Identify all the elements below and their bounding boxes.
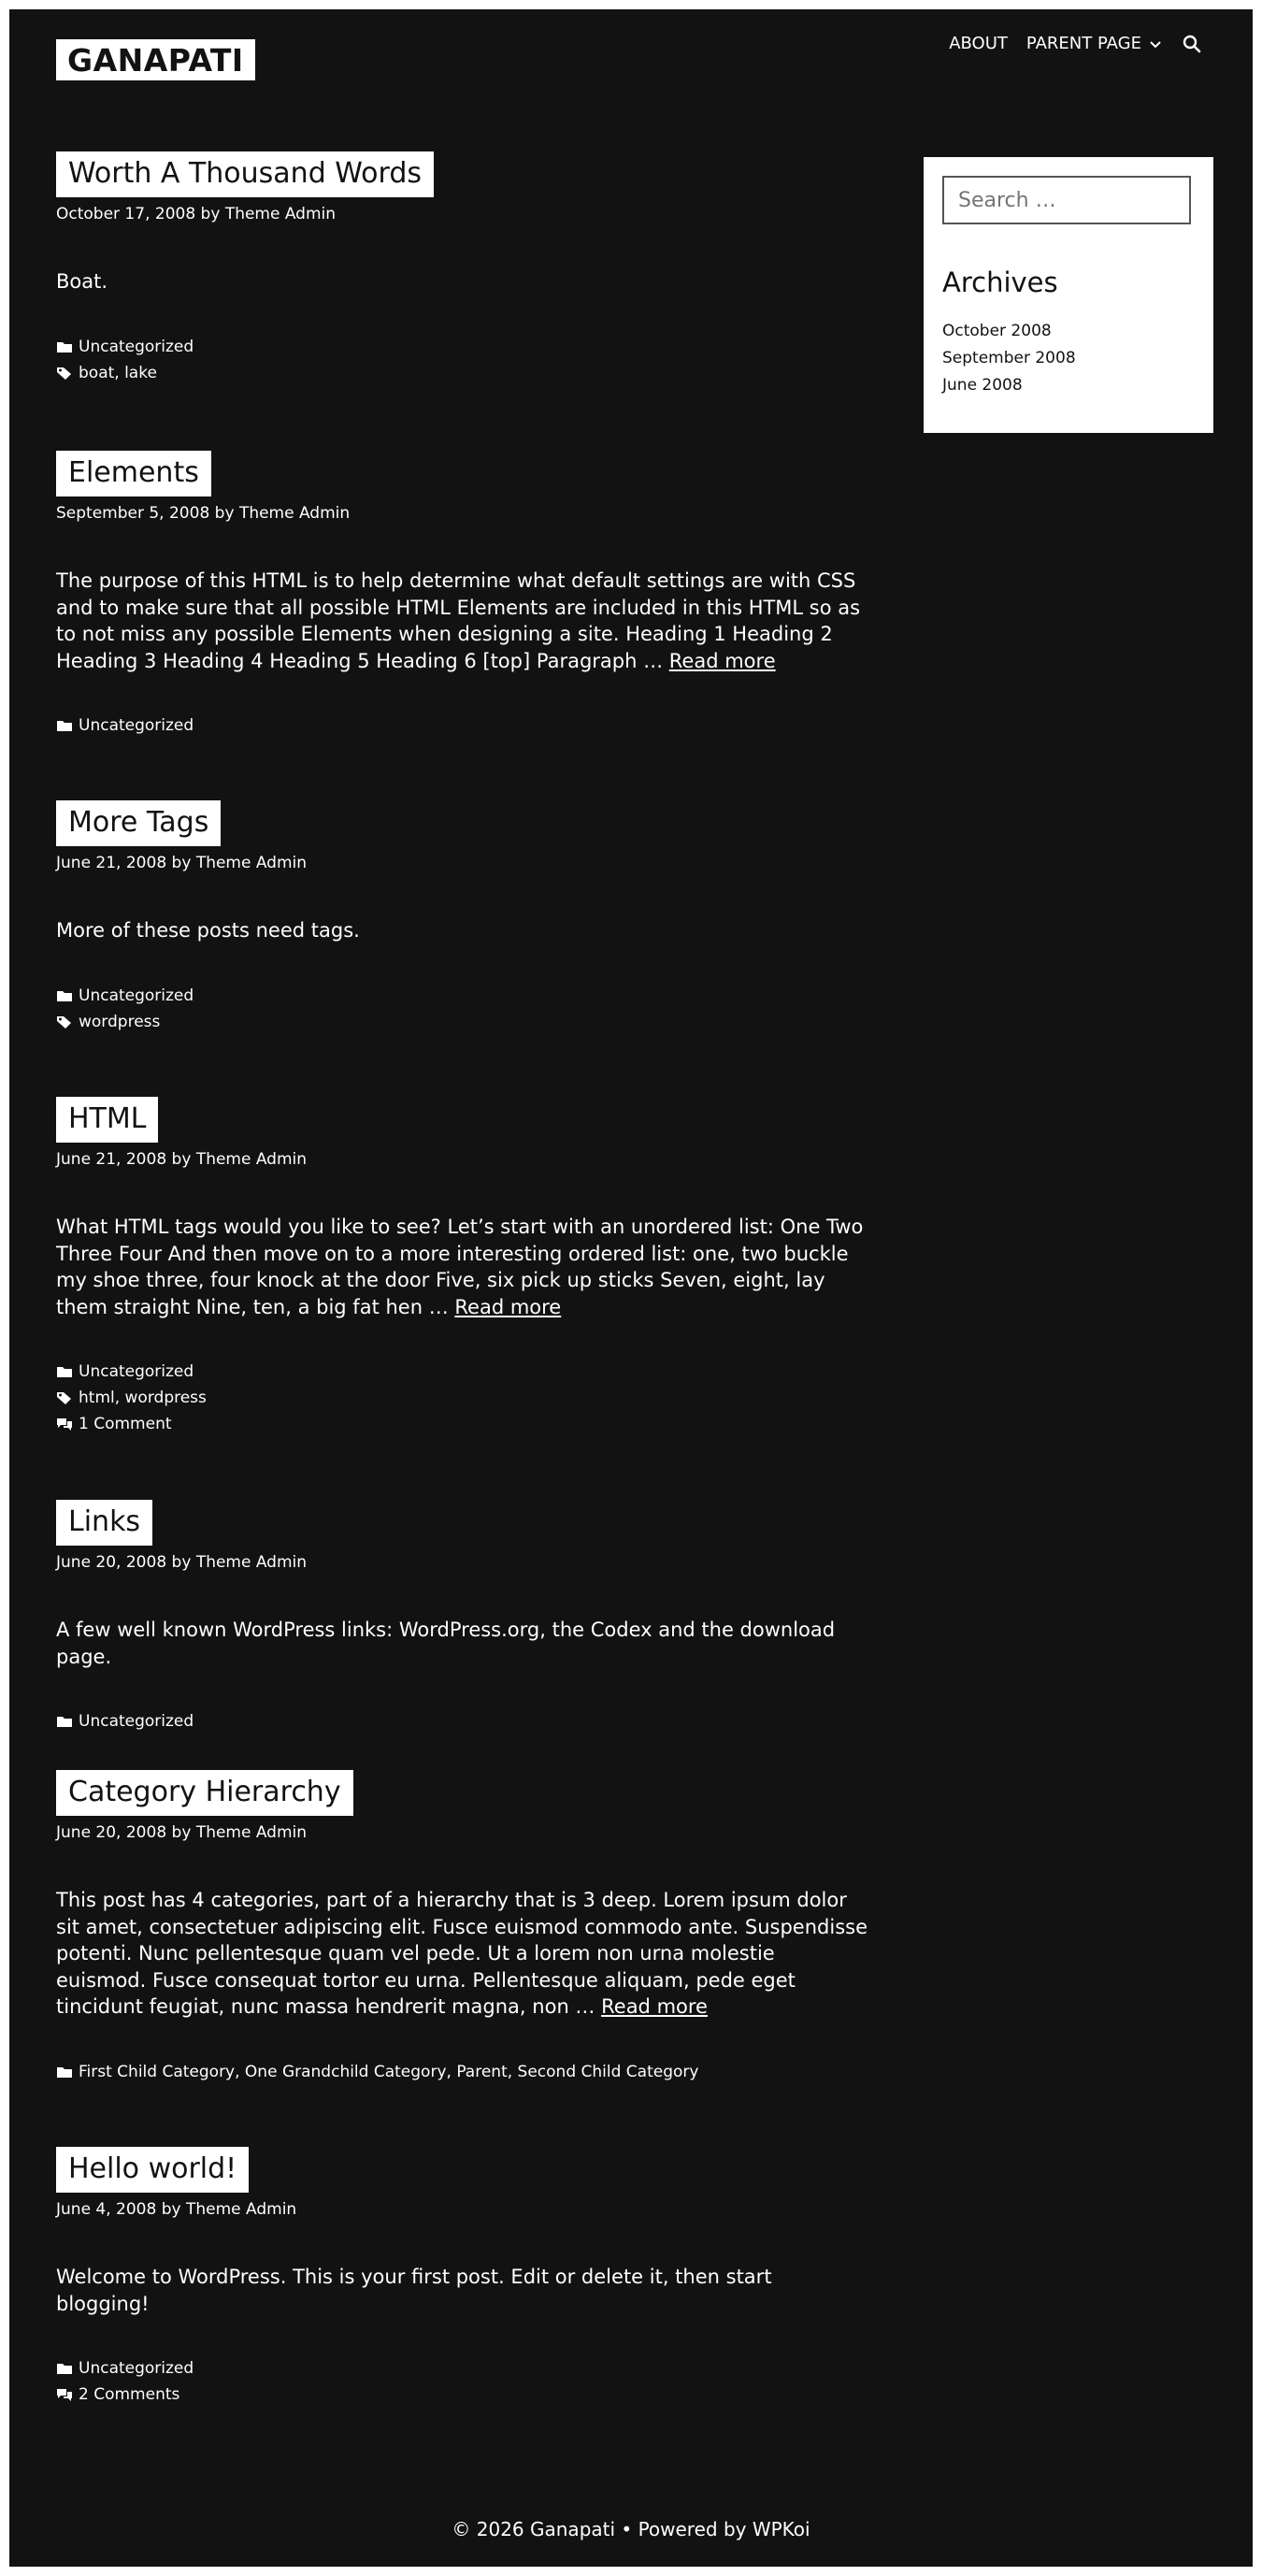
post-categories [56, 2355, 879, 2382]
post-categories [56, 1708, 879, 1734]
post-by: by [171, 1823, 192, 1842]
post-footer [56, 1359, 879, 1437]
post-excerpt [56, 2264, 869, 2317]
main-nav [930, 34, 1201, 53]
tag-links[interactable]: boat, lake [79, 363, 157, 382]
sidebar [924, 157, 1213, 433]
post-comments [56, 1411, 879, 1437]
folder-icon [56, 1364, 73, 1379]
category-links[interactable]: Uncategorized [79, 716, 194, 736]
category-links[interactable]: Uncategorized [79, 1362, 194, 1382]
post-excerpt [56, 268, 869, 295]
post-date[interactable]: June 4, 2008 [56, 2200, 157, 2219]
post-date[interactable]: October 17, 2008 [56, 205, 196, 223]
post-date[interactable]: June 21, 2008 [56, 854, 167, 872]
post-date[interactable]: June 21, 2008 [56, 1150, 167, 1169]
post-tags [56, 360, 879, 386]
archive-link[interactable]: September 2008 [942, 349, 1076, 367]
post [56, 151, 879, 386]
post-tags [56, 1009, 879, 1035]
post-footer [56, 983, 879, 1035]
tag-icon [56, 1390, 73, 1405]
post [56, 1097, 879, 1437]
tag-links[interactable]: html, wordpress [79, 1389, 207, 1408]
tag-links[interactable]: wordpress [79, 1012, 161, 1031]
category-links[interactable]: Uncategorized [79, 337, 194, 356]
post-by: by [161, 2200, 181, 2219]
post-by: by [214, 504, 235, 523]
post-excerpt [56, 1887, 869, 2021]
post-meta [56, 854, 879, 872]
post-categories [56, 334, 879, 360]
post-excerpt [56, 1617, 869, 1670]
archives-title: Archives [942, 266, 1058, 298]
post [56, 1500, 879, 1734]
post-by: by [171, 854, 192, 872]
post-author[interactable]: Theme Admin [195, 1553, 308, 1572]
post-meta [56, 205, 879, 223]
post-excerpt [56, 568, 869, 674]
archive-link[interactable]: June 2008 [942, 376, 1023, 395]
search-input[interactable] [942, 176, 1191, 224]
folder-icon [56, 1714, 73, 1729]
comments-link[interactable]: 2 Comments [79, 2385, 180, 2405]
nav-about[interactable]: ABOUT [949, 34, 1008, 53]
post-author[interactable]: Theme Admin [195, 854, 308, 872]
post-categories [56, 2059, 879, 2085]
read-more-link[interactable]: Read more [668, 649, 776, 672]
category-links[interactable]: Uncategorized [79, 1712, 194, 1732]
post-footer [56, 1708, 879, 1734]
post-meta [56, 2200, 879, 2219]
post-comments [56, 2382, 879, 2408]
post-excerpt-text: This post has 4 categories, part of a hierarchy that is 3 deep. Lorem ipsum dolor sit amet, consectetuer adipiscing elit. Fusce euismod commodo ante. Suspendisse potenti. Nunc pellentesque quam vel pede. Ut a lorem non urna molestie euismod. Fusce consequat tortor eu urna. Pellentesque aliquam, pede eget tincidunt feugiat, nunc massa hendrerit magna, non … [56, 1889, 868, 2019]
read-more-link[interactable]: Read more [454, 1295, 562, 1318]
folder-icon [56, 2065, 73, 2080]
post-title[interactable]: HTML [56, 1097, 158, 1143]
post-footer [56, 2355, 879, 2408]
post-footer [56, 2059, 879, 2085]
post [56, 2147, 879, 2408]
post-meta [56, 1823, 879, 1842]
post-date[interactable]: June 20, 2008 [56, 1823, 167, 1842]
tag-icon [56, 1015, 73, 1029]
post-author[interactable]: Theme Admin [185, 2200, 297, 2219]
post-excerpt [56, 1214, 869, 1320]
post-meta [56, 1553, 879, 1572]
post-by: by [171, 1150, 192, 1169]
page [9, 9, 1253, 2567]
category-links[interactable]: Uncategorized [79, 2359, 194, 2379]
site-footer [9, 2518, 1253, 2540]
post-author[interactable]: Theme Admin [195, 1150, 308, 1169]
post [56, 800, 879, 1035]
post-date[interactable]: June 20, 2008 [56, 1553, 167, 1572]
post-excerpt-text: What HTML tags would you like to see? Let’s start with an unordered list: One Two Three Four And then move on to a more interesting ordered list: one, two buckle my shoe three, four knock at the door Five, six pick up sticks Seven, eight, lay them straight Nine, ten, a big fat hen … [56, 1216, 864, 1318]
post-by: by [200, 205, 221, 223]
chevron-down-icon [1149, 37, 1162, 50]
footer-separator: • [621, 2518, 633, 2540]
post-categories [56, 983, 879, 1009]
post-excerpt-text: Boat. [56, 270, 108, 294]
nav-parent-page[interactable] [1026, 34, 1162, 53]
post-title[interactable]: Category Hierarchy [56, 1770, 353, 1816]
post-title[interactable]: Worth A Thousand Words [56, 151, 434, 197]
folder-icon [56, 339, 73, 354]
post-author[interactable]: Theme Admin [238, 504, 351, 523]
post-excerpt-text: More of these posts need tags. [56, 919, 360, 943]
post-excerpt-text: A few well known WordPress links: WordPress.org, the Codex and the download page. [56, 1619, 836, 1668]
post-categories [56, 1359, 879, 1385]
post-by: by [171, 1553, 192, 1572]
search-icon[interactable] [1183, 35, 1201, 53]
post-excerpt [56, 917, 869, 944]
post-meta [56, 1150, 879, 1169]
archive-list [942, 318, 1076, 399]
comments-icon [56, 2387, 73, 2402]
folder-icon [56, 988, 73, 1003]
post-excerpt-text: Welcome to WordPress. This is your first post. Edit or delete it, then start blogging! [56, 2266, 772, 2315]
post-author[interactable]: Theme Admin [195, 1823, 308, 1842]
post [56, 451, 879, 739]
category-links[interactable]: Uncategorized [79, 986, 194, 1005]
post-footer [56, 334, 879, 386]
category-links[interactable]: First Child Category, One Grandchild Category, Parent, Second Child Category [79, 2062, 699, 2081]
post-categories [56, 712, 879, 739]
folder-icon [56, 718, 73, 733]
read-more-link[interactable]: Read more [601, 1995, 708, 2019]
site-title[interactable]: GANAPATI [56, 39, 255, 80]
comments-link[interactable]: 1 Comment [79, 1415, 172, 1434]
comments-icon [56, 1417, 73, 1432]
archive-link[interactable]: October 2008 [942, 322, 1052, 340]
post-date[interactable]: September 5, 2008 [56, 504, 210, 523]
copyright: © 2026 Ganapati [452, 2518, 616, 2540]
post-meta [56, 504, 879, 523]
nav-parent-page-label: PARENT PAGE [1025, 34, 1141, 53]
folder-icon [56, 2361, 73, 2376]
post-tags [56, 1385, 879, 1411]
post [56, 1770, 879, 2085]
post-title[interactable]: Links [56, 1500, 152, 1546]
post-title[interactable]: Elements [56, 451, 211, 496]
powered-by-link[interactable]: Powered by WPKoi [638, 2518, 810, 2540]
post-footer [56, 712, 879, 739]
post-title[interactable]: More Tags [56, 800, 221, 846]
post-author[interactable]: Theme Admin [224, 205, 337, 223]
post-excerpt-text: The purpose of this HTML is to help determine what default settings are with CSS and to make sure that all possible HTML Elements are included in this HTML so as to not miss any possible Elements when designing a site. Heading 1 Heading 2 Heading 3 Heading 4 Heading 5 Heading 6 [top] Paragraph … [56, 569, 861, 672]
post-title[interactable]: Hello world! [56, 2147, 249, 2193]
tag-icon [56, 366, 73, 381]
